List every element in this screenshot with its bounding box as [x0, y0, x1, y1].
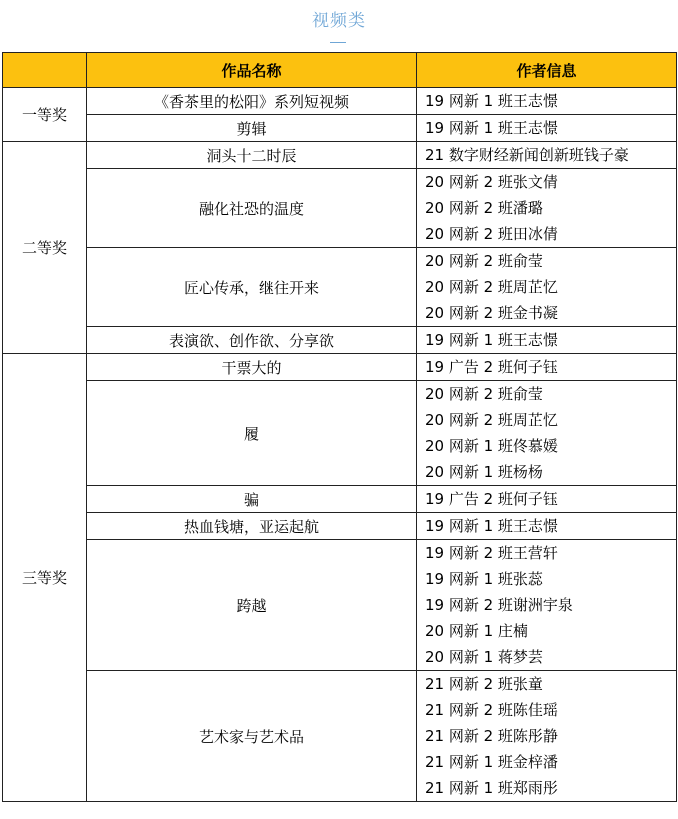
work-name-cell: 剪辑 [87, 115, 417, 142]
header-prize [3, 53, 87, 88]
work-name-cell: 干票大的 [87, 354, 417, 381]
work-name-cell: 洞头十二时辰 [87, 142, 417, 169]
author-line: 19 广告 2 班何子钰 [425, 490, 558, 508]
author-info-cell [417, 169, 677, 248]
table-row [3, 88, 677, 115]
table-row [3, 169, 677, 248]
author-line: 21 数字财经新闻创新班钱子豪 [425, 146, 629, 164]
work-name-cell: 热血钱塘，亚运起航 [87, 513, 417, 540]
author-line: 20 网新 2 班金书凝 [425, 304, 558, 322]
author-info-cell [417, 486, 677, 513]
author-line: 20 网新 2 班周芷忆 [425, 278, 558, 296]
author-line: 20 网新 2 班俞莹 [425, 385, 543, 403]
header-work-name: 作品名称 [87, 53, 417, 88]
author-line: 20 网新 1 班佟慕媛 [425, 437, 558, 455]
author-line: 20 网新 2 班潘璐 [425, 199, 543, 217]
author-info-cell [417, 381, 677, 486]
author-info-cell [417, 513, 677, 540]
work-name-cell: 履 [87, 381, 417, 486]
work-name-cell: 融化社恐的温度 [87, 169, 417, 248]
table-row [3, 513, 677, 540]
author-line: 20 网新 2 班田冰倩 [425, 225, 558, 243]
title-underline [330, 42, 346, 43]
author-line: 20 网新 1 蒋梦芸 [425, 648, 543, 666]
table-row [3, 248, 677, 327]
author-line: 20 网新 2 班周芷忆 [425, 411, 558, 429]
work-name-cell: 《香茶里的松阳》系列短视频 [87, 88, 417, 115]
author-line: 21 网新 2 班张童 [425, 675, 543, 693]
author-info-cell [417, 327, 677, 354]
table-row [3, 540, 677, 671]
prize-level-cell: 一等奖 [3, 88, 87, 142]
author-line: 19 网新 2 班王营轩 [425, 544, 558, 562]
table-row [3, 381, 677, 486]
prize-level-cell: 三等奖 [3, 354, 87, 802]
table-row [3, 142, 677, 169]
author-line: 19 网新 1 班王志憬 [425, 517, 558, 535]
table-row [3, 486, 677, 513]
work-name-cell: 艺术家与艺术品 [87, 671, 417, 802]
awards-table [2, 52, 677, 802]
prize-level-cell: 二等奖 [3, 142, 87, 354]
header-author-info: 作者信息 [417, 53, 677, 88]
table-row [3, 327, 677, 354]
author-info-cell [417, 115, 677, 142]
author-line: 19 网新 1 班张蕊 [425, 570, 543, 588]
author-line: 19 网新 1 班王志憬 [425, 92, 558, 110]
author-line: 20 网新 2 班张文倩 [425, 173, 558, 191]
author-info-cell [417, 142, 677, 169]
author-line: 20 网新 1 庄楠 [425, 622, 528, 640]
author-line: 21 网新 2 班陈彤静 [425, 727, 558, 745]
author-line: 21 网新 1 班金梓潘 [425, 753, 558, 771]
author-line: 20 网新 2 班俞莹 [425, 252, 543, 270]
author-info-cell [417, 248, 677, 327]
author-line: 19 网新 1 班王志憬 [425, 119, 558, 137]
work-name-cell: 跨越 [87, 540, 417, 671]
author-line: 21 网新 1 班郑雨彤 [425, 779, 558, 797]
author-info-cell [417, 354, 677, 381]
author-info-cell [417, 88, 677, 115]
author-info-cell [417, 540, 677, 671]
work-name-cell: 表演欲、创作欲、分享欲 [87, 327, 417, 354]
page-title: 视频类 [312, 11, 366, 31]
author-info-cell [417, 671, 677, 802]
author-line: 19 广告 2 班何子钰 [425, 358, 558, 376]
table-body [3, 88, 677, 802]
author-line: 21 网新 2 班陈佳瑶 [425, 701, 558, 719]
author-line: 20 网新 1 班杨杨 [425, 463, 543, 481]
author-line: 19 网新 1 班王志憬 [425, 331, 558, 349]
header-row [3, 53, 677, 88]
work-name-cell: 骗 [87, 486, 417, 513]
table-row [3, 354, 677, 381]
table-row [3, 671, 677, 802]
table-row [3, 115, 677, 142]
author-line: 19 网新 2 班谢洲宇泉 [425, 596, 573, 614]
work-name-cell: 匠心传承，继往开来 [87, 248, 417, 327]
